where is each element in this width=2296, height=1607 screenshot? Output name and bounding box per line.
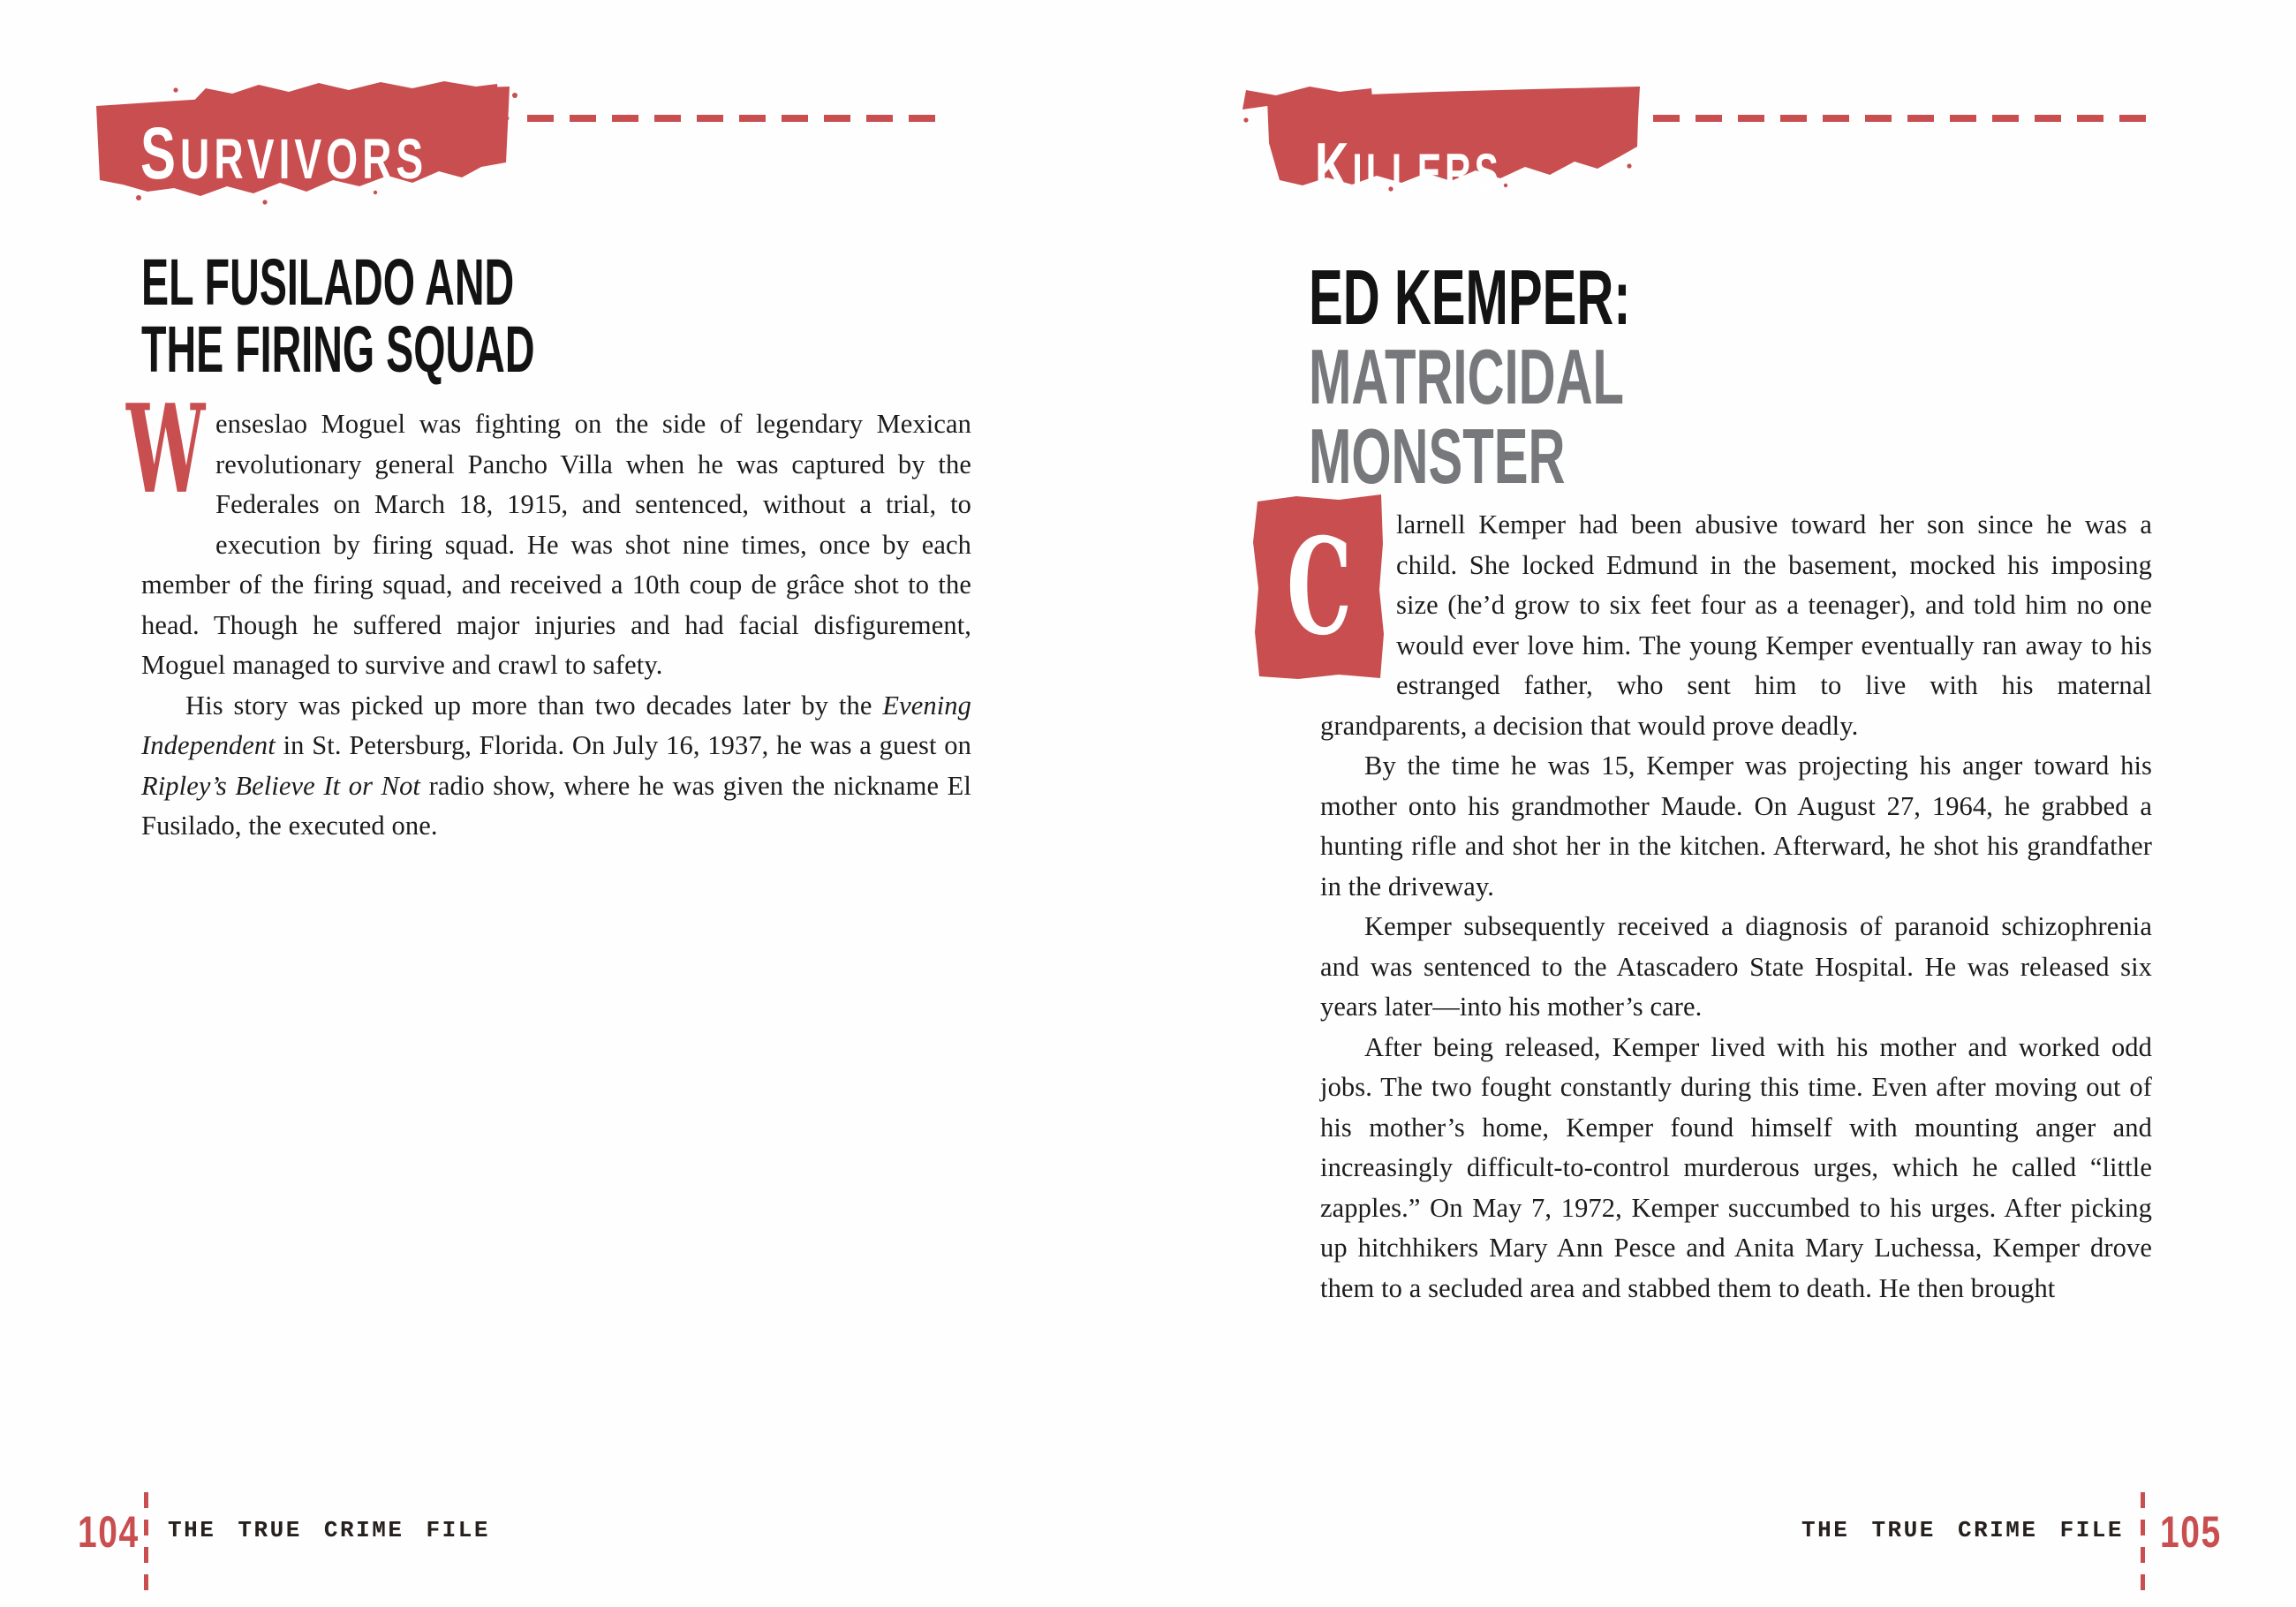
dashed-rule [527,115,949,122]
article-body-left [141,404,971,847]
page-number-left: 104 [78,1507,140,1557]
text-run: larnell Kemper had been abusive toward her son since he was a child. She locked Edmund in the basement, mocked his imposing size (he’d grow to six feet four as a teenager), and told him no one would ever love him. The young Kemper eventually ran away to his estranged father, who sent him to live with his maternal grandparents, a decision that would prove deadly. [1320,509,2152,741]
text-run: After being released, Kemper lived with his mother and worked odd jobs. The two fought constantly during this time. Even after moving out of his mother’s home, Kemper found himself with mounting anger and increasingly difficult-to-control murderous urges, which he called “little zapples.” On May 7, 1972, Kemper succumbed to his urges. After picking up hitchhikers Mary Ann Pesce and Anita Mary Luchessa, Kemper drove them to a secluded area and stabbed them to death. He then brought [1320,1031,2152,1303]
section-banner-survivors [84,79,521,212]
title-line: THE FIRING SQUAD [141,313,535,386]
title-line-black: ED KEMPER: [1309,253,1631,341]
drop-cap-spacer [1320,505,1396,669]
text-run: His story was picked up more than two decades later by the [185,690,883,721]
paragraph [1320,746,2152,907]
drop-cap-w: W [126,378,206,521]
text-run: in St. Petersburg, Florida. On July 16, 1937, he was a guest on [275,730,971,760]
title-line-gray: MONSTER [1309,412,1566,500]
footer-dashed-divider [144,1492,148,1591]
title-line: EL FUSILADO AND [141,245,515,319]
paragraph [141,686,971,847]
section-label-survivors: SURVIVORS [140,112,428,194]
paragraph [1320,907,2152,1028]
section-label-killers: KILLERS [1315,128,1502,206]
article-title-right [1309,253,1631,500]
running-footer-left: THE TRUE CRIME FILE [168,1517,490,1543]
drop-cap-spacer [141,404,215,528]
section-banner-killers [1241,81,1647,223]
text-run: Kemper subsequently received a diagnosis of paranoid schizophrenia and was sentenced to the Atascadero State Hospital. He was released six years later—into his mother’s care. [1320,911,2152,1022]
article-title-left [141,245,535,386]
paragraph [1320,1028,2152,1309]
text-run: By the time he was 15, Kemper was projecting his anger toward his mother onto his grandmother Maude. On August 27, 1964, he grabbed a hunting rifle and shot her in the kitchen. Afterward, he shot his grandfather in the driveway. [1320,751,2152,902]
paragraph [141,404,971,686]
italic-text-run: Evening Independent [141,690,971,760]
running-footer-right: THE TRUE CRIME FILE [1801,1517,2124,1543]
footer-dashed-divider [2141,1492,2145,1591]
italic-text-run: Ripley’s Believe It or Not [141,770,420,801]
text-run: radio show, where he was given the nickname El Fusilado, the executed one. [141,770,971,841]
paragraph [1320,505,2152,746]
article-body-right [1320,505,2152,1309]
text-run: enseslao Moguel was fighting on the side of legendary Mexican revolutionary general Pancho Villa when he was captured by the Federales on March 18, 1915, and sentenced, without a trial, to execution by firing squad. He was shot nine times, once by each member of the firing squad, and received a 10th coup de grâce shot to the head. Though he suffered major injuries and had facial disfigurement, Moguel managed to survive and crawl to safety. [141,409,971,680]
dashed-rule [1653,115,2153,122]
drop-cap-c: C [1286,509,1353,665]
page-number-right: 105 [2160,1507,2222,1557]
title-line-gray: MATRICIDAL [1309,333,1625,420]
